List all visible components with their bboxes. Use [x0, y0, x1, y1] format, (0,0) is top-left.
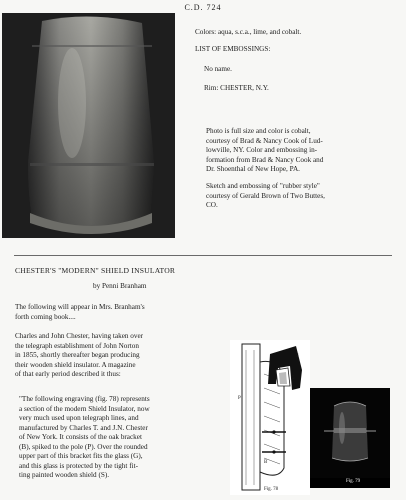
colors-line: Colors: aqua, s.c.a., lime, and cobalt.	[195, 28, 302, 36]
article-quote	[19, 395, 150, 481]
intro-line: forth coming book....	[15, 312, 76, 321]
body-line: in 1855, shortly thereafter began producing	[15, 351, 140, 359]
figure-78-caption: Fig. 78	[264, 487, 279, 492]
figure-79-photo	[310, 388, 390, 488]
quote-line: a section of the modern Shield Insulator, now	[19, 404, 150, 413]
label-g: G	[291, 376, 295, 381]
figure-78-engraving	[230, 340, 310, 495]
body-line: of that early period described it thus:	[15, 370, 121, 378]
quote-line: very much used upon telegraph lines, and	[19, 414, 139, 422]
page-header: C.D. 724	[184, 3, 222, 12]
sketch-note-line: CO.	[206, 201, 218, 209]
quote-line: (B), spiked to the pole (P). Over the rounded	[19, 442, 148, 451]
sketch-note-line: Sketch and embossing of "rubber style"	[206, 182, 320, 190]
rim-line: Rim: CHESTER, N.Y.	[204, 84, 269, 92]
quote-line: manufactured by Charles T. and J.N. Chester	[19, 423, 148, 432]
quote-line: and this glass is protected by the tight fit-	[19, 461, 138, 470]
quote-line: "The following engraving (fig. 78) represents	[19, 395, 150, 403]
figure-79-caption: Fig. 79	[346, 479, 361, 484]
photo-note-line: courtesy of Brad & Nancy Cook of Lud-	[206, 136, 323, 145]
quote-line: of New York. It consists of the oak bracket	[19, 433, 142, 441]
label-s: S	[296, 354, 299, 359]
photo-note	[206, 127, 323, 175]
quote-line: ting painted wooden shield (S).	[19, 471, 110, 479]
sketch-note-line: courtesy of Gerald Brown of Two Buttes,	[206, 191, 325, 200]
insulator-photo	[2, 13, 175, 238]
photo-note-line: Photo is full size and color is cobalt,	[206, 127, 311, 135]
sketch-note	[206, 182, 325, 211]
article-body	[15, 332, 143, 380]
body-line: the telegraph establishment of John Norton	[15, 341, 139, 350]
embossings-heading: LIST OF EMBOSSINGS:	[195, 45, 271, 53]
body-line: Charles and John Chester, having taken over	[15, 332, 144, 340]
label-p: P	[238, 396, 241, 401]
article-byline: by Penni Branham	[93, 282, 147, 290]
section-divider	[14, 255, 392, 256]
intro-line: The following will appear in Mrs. Branham's	[15, 303, 145, 311]
quote-line: upper part of this bracket fits the glass (G),	[19, 452, 143, 460]
article-title: CHESTER'S "MODERN" SHIELD INSULATOR	[15, 266, 176, 275]
no-name-line: No name.	[204, 65, 232, 73]
photo-note-line: lowville, NY. Color and embossing in-	[206, 146, 318, 154]
label-b: B	[264, 460, 268, 465]
photo-note-line: formation from Brad & Nancy Cook and	[206, 155, 324, 164]
body-line: their wooden shield insulator. A magazine	[15, 360, 136, 369]
photo-note-line: Dr. Shoenthal of New Hope, PA.	[206, 165, 300, 173]
article-intro	[15, 303, 145, 322]
